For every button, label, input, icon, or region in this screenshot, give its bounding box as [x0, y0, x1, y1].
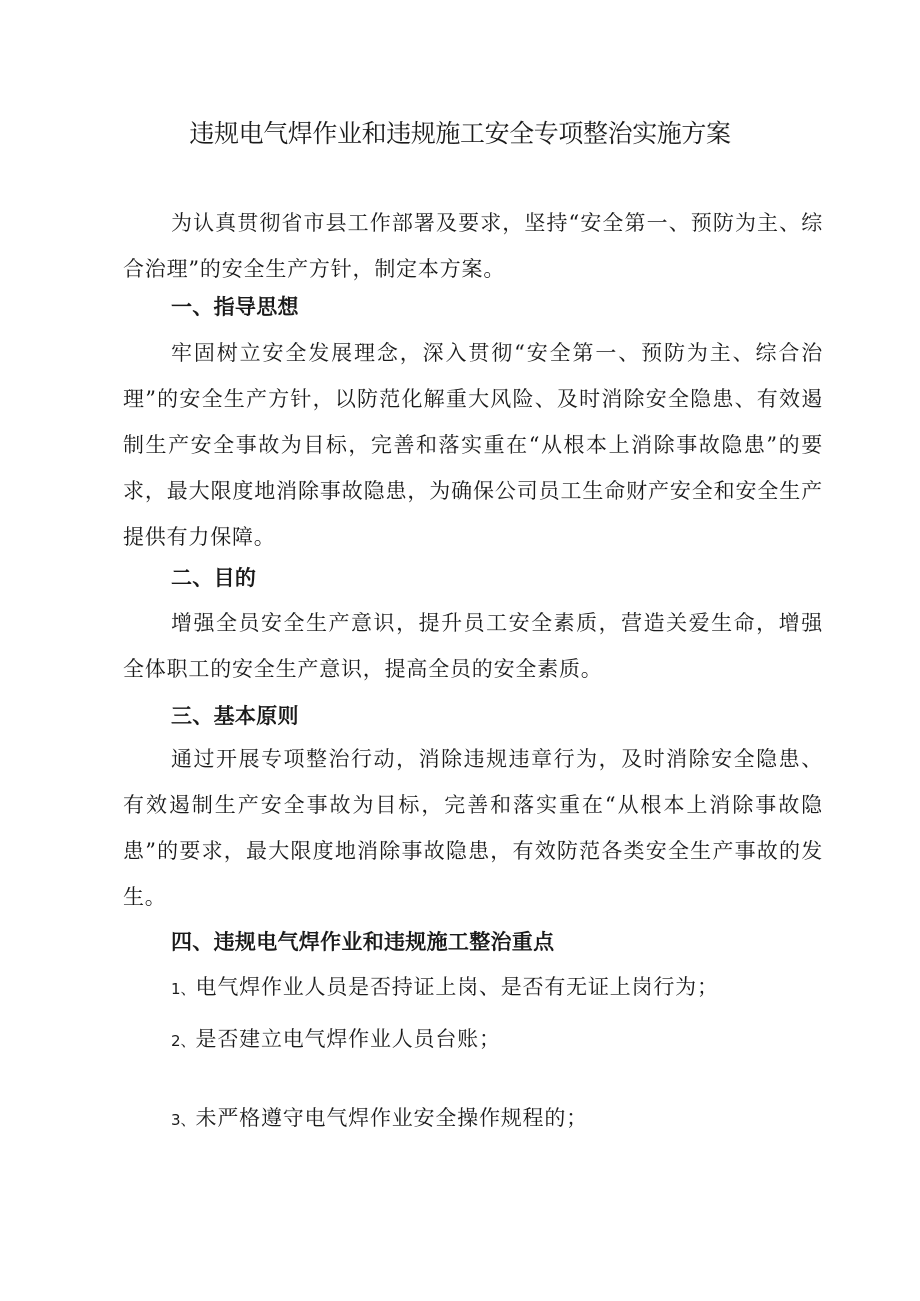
section-heading-guiding-ideology: 一、指导思想	[171, 295, 299, 319]
section-body-basic-principles: 通过开展专项整治行动，消除违规违章行为，及时消除安全隐患、有效遏制生产安全事故为目标，完善和落实重在“从根本上消除事故隐患”的要求，最大限度地消除事故隐患，有效防范各类安全生产事故的发生。	[123, 747, 823, 909]
list-item	[171, 967, 831, 1009]
list-item-text: 未严格遵守电气焊作业安全操作规程的；	[195, 1106, 588, 1130]
intro-paragraph: 为认真贯彻省市县工作部署及要求，坚持“安全第一、预防为主、综合治理”的安全生产方针，制定本方案。	[123, 211, 823, 281]
list-item	[171, 1098, 831, 1140]
document-title: 违规电气焊作业和违规施工安全专项整治实施方案	[189, 119, 731, 148]
list-item-text: 是否建立电气焊作业人员台账；	[195, 1027, 501, 1051]
section-body-purpose: 增强全员安全生产意识，提升员工安全素质，营造关爱生命，增强全体职工的安全生产意识，提高全员的安全素质。	[123, 611, 823, 681]
section-heading-purpose: 二、目的	[171, 566, 257, 590]
list-item-number: 2、	[171, 1032, 196, 1050]
section-heading-basic-principles: 三、基本原则	[171, 704, 299, 728]
list-item-number: 3、	[171, 1111, 196, 1129]
section-body-guiding-ideology: 牢固树立安全发展理念，深入贯彻“安全第一、预防为主、综合治理”的安全生产方针，以防范化解重大风险、及时消除安全隐患、有效遏制生产安全事故为目标，完善和落实重在“从根本上消除事故隐患”的要求，最大限度地消除事故隐患，为确保公司员工生命财产安全和安全生产提供有力保障。	[123, 341, 823, 549]
list-item	[171, 1019, 831, 1061]
list-item-text: 电气焊作业人员是否持证上岗、是否有无证上岗行为；	[195, 975, 719, 999]
section-heading-rectification-focus: 四、违规电气焊作业和违规施工整治重点	[171, 930, 555, 954]
list-item-number: 1、	[171, 980, 196, 998]
